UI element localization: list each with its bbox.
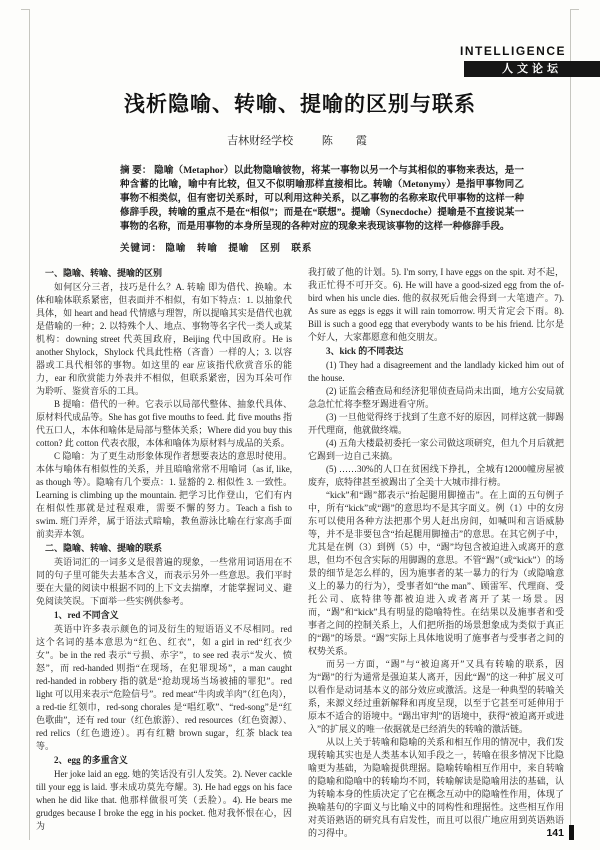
section-heading: 一、隐喻、转喻、提喻的区别 (45, 268, 163, 278)
list-item: (4) 五角大楼最初委托一家公司做这项研究，但九个月后就把它踢到一边自己来搞。 (308, 438, 564, 461)
left-margin-rule (29, 10, 30, 840)
affiliation: 吉林财经学校 (227, 135, 294, 147)
list-item: (5) ……30%的人口在贫困线下挣扎，全城有12000幢房屋被废弃，底特律甚至被踢出了全美十大城市排行榜。 (308, 464, 564, 487)
paragraph: 英语词汇的一词多义是很普遍的现象，一些常用词语用在不同的句子里可能失去基本含义，而表示另外一些意思。我们平时要在大量的阅读中根据不同的上下文去揣摩，才能掌握词义、避免阅读笑误。下面举一些实例供参考。 (36, 557, 292, 606)
sub-heading: 1、red 不同含义 (54, 610, 119, 620)
byline (36, 132, 564, 148)
top-right-crop-mark (570, 9, 579, 10)
list-item: (1) They had a disagreement and the landlady kicked him out of the house. (308, 360, 564, 383)
column-label-bar (464, 61, 600, 77)
paragraph: 如何区分三者，技巧是什么？A. 转喻 即为借代、换喻。本体和喻体联系紧密，但表面并不相似，有如下特点：1. 以抽象代具体，如 heart and head 代情感与理智，所以提喻其实是借代也就是借喻的一种；2. 以特殊个人、地点、事物等名字代一类人或某机构：downing street 代英国政府，Beijing 代中国政府。He is another Shylock，Shylock 代具此性格（吝啬）一样的人；3. 以容器或工具代相邻的事物。如这里的 ear 应该指代欣赏音乐的能力，ear 和欣赏能力外表并不相似，但联系紧密，因为耳朵可作为聆听、鉴赏音乐的工具。 (36, 282, 292, 396)
paragraph: B 提喻：借代的一种。它表示以局部代整体、抽象代具体、原材料代成品等。She has got five mouths to feed. 此 five mouths 指代五口人，本体和喻体是局部与整体关系；Where did you buy this cotton? 此 cotton 代表衣服，本体和喻体为原材料与成品的关系。 (36, 399, 292, 448)
paragraph: 英语中许多表示颜色的词及衍生的短语语义不尽相同。red 这个名词的基本意思为“红色、红衣”，如 a girl in red“红衣少女”。be in the red 表示“亏损、赤字”，to see red 表示“发火、愤怒”，而 red-handed 则指“在现场，在犯罪现场”，a man caught red-handed in robbery 指的就是“抢劫现场当场被捕的罪犯”。red light 可以用来表示“危险信号”。red meat“牛肉或羊肉”（红色肉），a red-tie 红领巾，red-song chorales 是“唱红歌”、“red-song”是“红色歌曲”，还有 red tour（红色旅游）、red resources（红色资源）、red relics（红色遗迹）。再有红糖 brown sugar，红茶 black tea 等。 (36, 624, 292, 751)
article-title: 浅析隐喻、转喻、提喻的区别与联系 (124, 93, 476, 116)
paragraph: 而另一方面，“踢”与“被迫离开”又具有转喻的联系，因为“踢”的行为通常是强迫某人离开，因此“踢”的这一种扩展义可以看作是动词基本义的部分效应或激活。这是一种典型的转喻关系，来源义经过重新解释和再度呈现，以至于它甚至可延伸用于原本不适合的语境中。“踢出审判”的语境中，获得“被迫离开或进入”的扩展义的唯一依据就是已经消失的转喻的激活链。 (308, 659, 564, 734)
abstract-label: 摘 要： (120, 166, 152, 176)
top-left-crop-mark (21, 9, 30, 10)
page-number-bar (569, 825, 574, 840)
left-column (36, 266, 292, 840)
paragraph: Her joke laid an egg. 她的笑话没有引人发笑。2). Never cackle till your egg is laid. 事未成功莫先夸耀。3). He had eggs on his face when he did like that. 他那样做很可笑（丢脸）。4). He bears me grudges because I broke the egg in his pocket. 他对我怀恨在心，因为 (36, 769, 292, 831)
author-name: 陈 霞 (321, 135, 373, 147)
body-columns (36, 266, 564, 840)
right-column (308, 266, 564, 840)
keywords-text: 隐喻 转喻 提喻 区别 联系 (165, 244, 313, 254)
list-item: (2) 证监会稽查局和经济犯罪侦查局尚未出面，地方公安局就急急忙忙将李整牙踢进看守所。 (308, 386, 564, 409)
section-heading: 二、隐喻、转喻、提喻的联系 (45, 543, 163, 553)
sub-heading: 3、kick 的不同表达 (326, 346, 404, 356)
paragraph: “kick”和“踢”都表示“抬起腿用脚撞击”。在上面的五句例子中，所有“kick”或“踢”的意思均不是其字面义。例（1）中的女房东可以使用各种方法把那个男人赶出房间，如喊叫和言语威胁等，并不是非要包含“抬起腿用脚撞击”的意思。在其它例子中，尤其是在例（3）到例（5）中，“踢”均包含被迫进入或离开的意思，但均不包含实际的用脚踢的意思。不管“踢”（或“kick”）的场景的细节是怎么样的，因为施事者的某一暴力的行为（或隐喻意义上的暴力的行为），受事者如“the man”、顾雷军、代理商、受托公司、底特律等都被迫进入或者离开了某一场景。因而，“踢”和“kick”具有明显的隐喻特性。在结果以及施事者和受事者之间的控制关系上，人们把所指的场景想象成为类似于真正的“踢”的场景。“踢”实际上具体地说明了施事者与受事者之间的权势关系。 (308, 490, 564, 656)
abstract-text: 隐喻（Metaphor）以此物隐喻彼物，将某一事物以另一个与其相似的事物来表达，是一种含蓄的比喻，喻中有比较，但又不似明喻那样直接相比。转喻（Metonymy）是指甲事物同乙事物不相类似，但有密切关系时，可以利用这种关系，以乙事物的名称来取代甲事物的这样一种修辞手段，转喻的重点不是在“相似”；而是在“联想”。提喻（Synecdoche）提喻是不直接说某一事物的名称，而是用事物的本身所呈现的各种对应的现象来表现该事物的这样一种修辞手段。 (120, 166, 524, 232)
list-item: (3) 一旦他觉得终于找到了生意不好的原因，同样这就一脚踢开代理商，他就做终端。 (308, 412, 564, 435)
journal-name: INTELLIGENCE (459, 44, 566, 58)
column-label: 人文论坛 (502, 63, 562, 75)
paragraph: 我打破了他的计划。5). I'm sorry, I have eggs on the spit. 对不起，我正忙得不可开交。6). He will have a good-sized egg from the of-bird when his uncle dies. 他的叔叔死后他会得到一大笔遗产。7). As sure as eggs is eggs it will rain tomorrow. 明天肯定会下雨。8). Bill is such a good egg that everybody wants to be his friend. 比尔是个好人，大家都愿意和他交朋友。 (308, 267, 564, 342)
right-margin-rule (570, 10, 571, 840)
paragraph: 从以上关于转喻和隐喻的关系和相互作用的情况中，我们发现转喻其实也是人类基本认知手段之一，转喻在很多情况下比隐喻更为基础，为隐喻提供理据。隐喻转喻相互作用中，来自转喻的隐喻和隐喻中的转喻均不同，转喻解读是隐喻用法的基础，认为转喻本身的性质决定了它在概念互动中的隐喻性作用，体现了换喻基句的字面义与比喻义中的同构性和理据性。这些相互作用对英语熟语的研究具有启发性，而且可以很广地应用到英语熟语的习得中。 (308, 737, 564, 838)
paragraph: C 隐喻：为了更生动形象体现作者想要表达的意思时使用。本体与喻体有相似性的关系，并且暗喻常常不用喻词（as if, like, as though 等）。隐喻有几个要点：1. 显豁的 2. 相似性 3. 一致性。Learning is climbing up the mountain. 把学习比作登山，它们有内在相似性那就是过程艰难，需要不懈的努力。Teach a fish to swim. 班门弄斧，属于语法式暗喻，教鱼游泳比喻在行家高手面前卖弄本领。 (36, 451, 292, 539)
sub-heading: 2、egg 的多重含义 (54, 755, 128, 765)
page-number: 141 (546, 827, 564, 839)
keywords-label: 关键词： (120, 244, 163, 254)
abstract (120, 164, 524, 234)
keywords (120, 240, 524, 254)
